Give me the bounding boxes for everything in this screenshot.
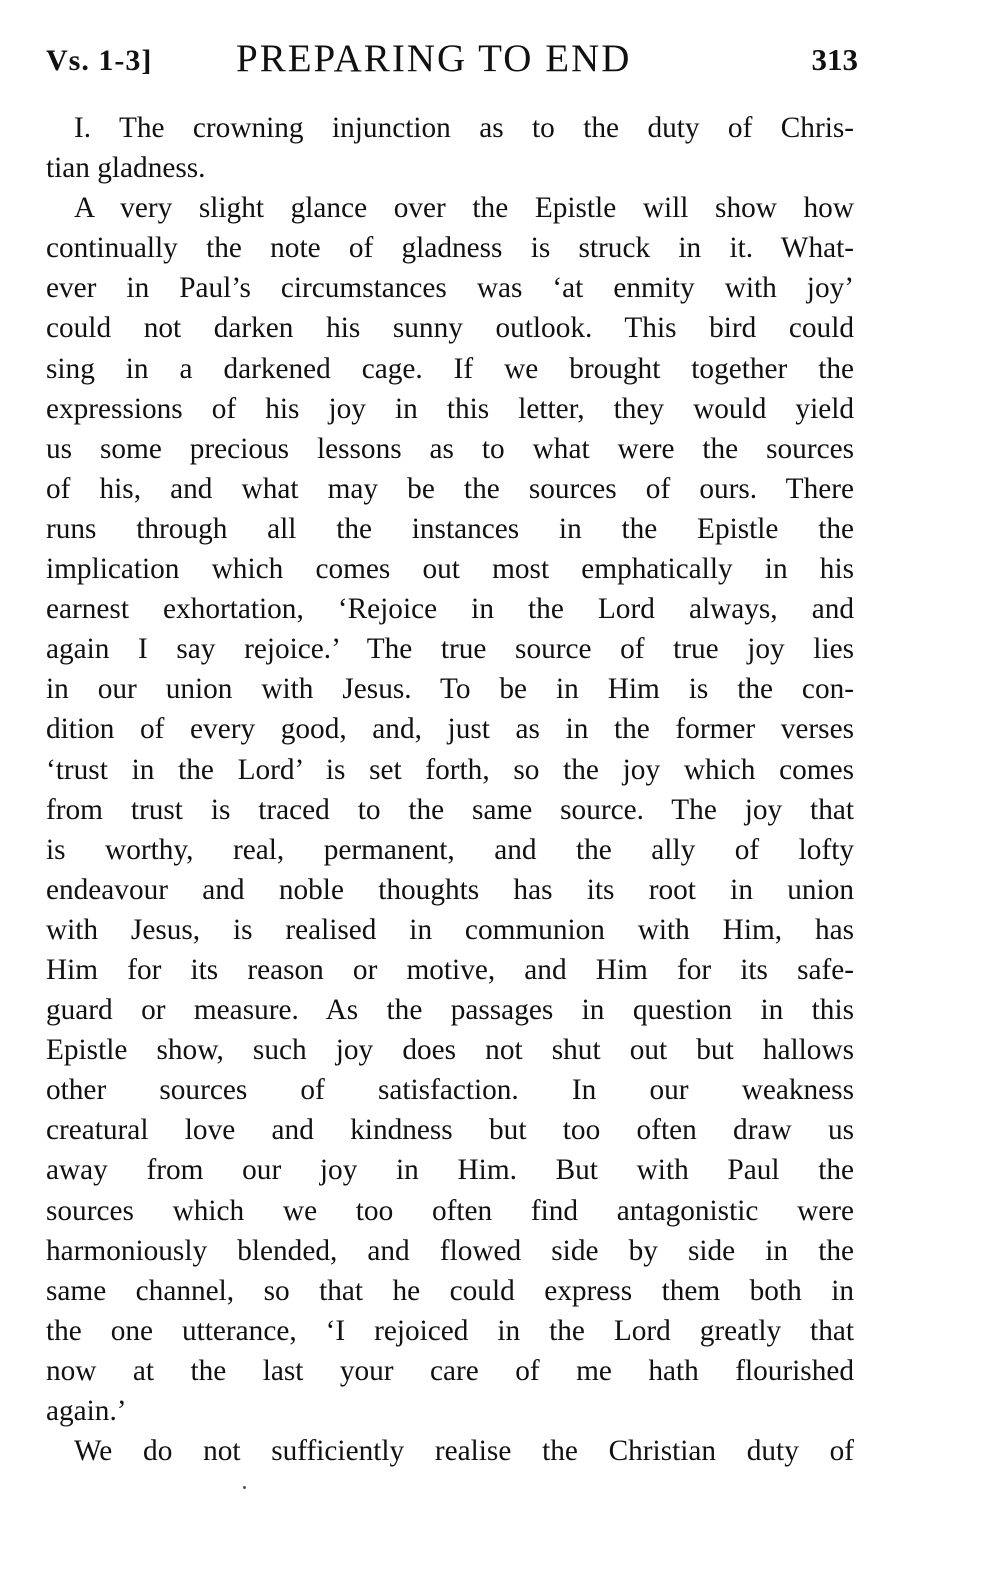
text-line: We do not sufficiently realise the Christian duty of (74, 1435, 854, 1468)
text-line: is worthy, real, permanent, and the ally of lofty (46, 833, 854, 866)
text-line: in our union with Jesus. To be in Him is the con- (46, 673, 854, 706)
text-line: implication which comes out most emphatically in his (46, 553, 854, 586)
text-line: endeavour and noble thoughts has its root in union (46, 873, 854, 906)
text-line: us some precious lessons as to what were the sources (46, 432, 854, 465)
text-line: runs through all the instances in the Epistle the (46, 512, 854, 545)
text-line: harmoniously blended, and flowed side by side in the (46, 1234, 854, 1267)
text-line: the one utterance, ‘I rejoiced in the Lord greatly that (46, 1314, 854, 1347)
text-line: from trust is traced to the same source. The joy that (46, 793, 854, 826)
text-line: tian gladness. (46, 152, 206, 185)
verse-reference: Vs. 1-3] (46, 44, 153, 77)
text-line: I. The crowning injunction as to the duty of Chris- (74, 112, 854, 144)
text-line: now at the last your care of me hath flourished (46, 1354, 854, 1387)
text-line: sources which we too often find antagonistic were (46, 1194, 854, 1227)
text-line: continually the note of gladness is struck in it. What- (46, 232, 854, 265)
running-title: PREPARING TO END (236, 37, 632, 80)
text-line: could not darken his sunny outlook. This bird could (46, 312, 854, 345)
text-line: other sources of satisfaction. In our weakness (46, 1074, 854, 1107)
text-line: dition of every good, and, just as in the former verses (46, 713, 854, 746)
text-line: with Jesus, is realised in communion with Him, has (46, 913, 854, 946)
print-speck (243, 1486, 246, 1489)
running-header (46, 36, 868, 86)
text-line: again I say rejoice.’ The true source of true joy lies (46, 633, 854, 666)
text-line: A very slight glance over the Epistle will show how (74, 192, 854, 225)
page-number: 313 (811, 42, 858, 77)
text-line: ‘trust in the Lord’ is set forth, so the joy which comes (46, 753, 854, 786)
text-line: earnest exhortation, ‘Rejoice in the Lord always, and (46, 593, 854, 626)
text-line: again.’ (46, 1395, 127, 1427)
text-line: sing in a darkened cage. If we brought together the (46, 352, 854, 385)
text-line: ever in Paul’s circumstances was ‘at enmity with joy’ (46, 272, 854, 305)
text-line: expressions of his joy in this letter, they would yield (46, 392, 854, 425)
body-text (46, 108, 854, 1471)
text-line: away from our joy in Him. But with Paul the (46, 1154, 854, 1187)
text-line: guard or measure. As the passages in question in this (46, 994, 854, 1027)
text-line: Him for its reason or motive, and Him for its safe- (46, 953, 854, 986)
text-line: Epistle show, such joy does not shut out but hallows (46, 1034, 854, 1067)
text-line: creatural love and kindness but too often draw us (46, 1114, 854, 1147)
text-line: same channel, so that he could express them both in (46, 1274, 854, 1307)
text-line: of his, and what may be the sources of ours. There (46, 472, 854, 505)
